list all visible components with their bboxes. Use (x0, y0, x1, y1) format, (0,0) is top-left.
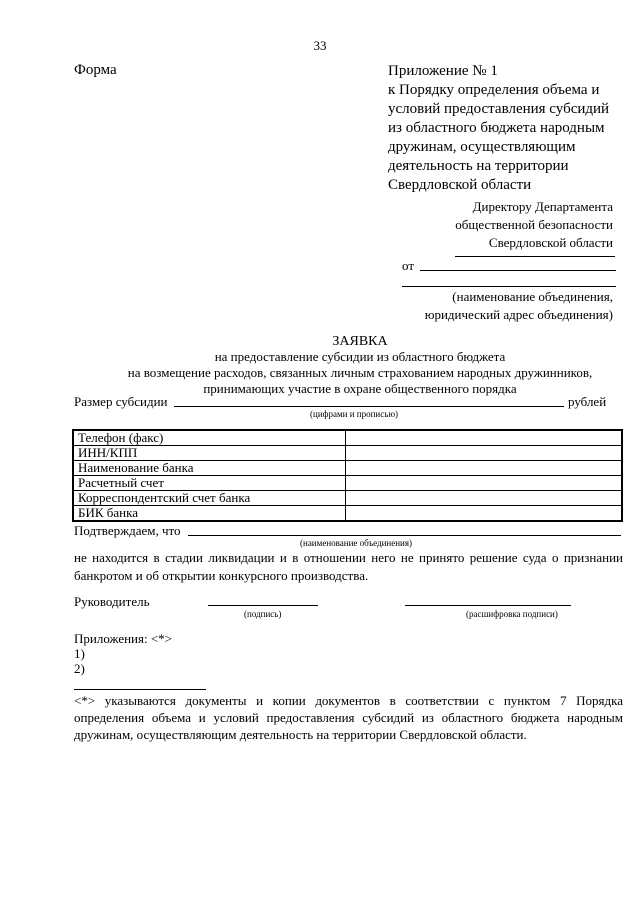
row-value[interactable] (346, 476, 623, 491)
addressee-line: общественной безопасности (455, 217, 613, 232)
addressee-block (455, 198, 613, 252)
subtitle-line: принимающих участие в охране общественного порядка (203, 381, 517, 396)
signature-line[interactable] (208, 605, 318, 606)
subtitle-line: на возмещение расходов, связанных личным страхованием народных дружинников, (127, 365, 593, 380)
attachments-block (74, 631, 172, 676)
requisites-table (72, 429, 623, 522)
appendix-line: дружинам, осуществляющим (388, 139, 576, 155)
page-number: 33 (313, 38, 327, 53)
table-row (73, 430, 622, 446)
addressee-line: Директору Департамента (472, 199, 613, 214)
org-blank-line[interactable] (402, 286, 616, 287)
row-value[interactable] (346, 506, 623, 522)
row-label: Наименование банка (73, 461, 346, 476)
from-blank-line[interactable] (420, 270, 616, 271)
subsidy-caption: (цифрами и прописью) (310, 409, 399, 419)
table-row (73, 461, 622, 476)
org-caption (425, 288, 613, 324)
footnote-divider (74, 689, 206, 690)
appendix-line: Свердловской области (388, 177, 532, 193)
appendix-line: Приложение № 1 (388, 63, 498, 79)
row-value[interactable] (346, 461, 623, 476)
org-caption-line: (наименование объединения, (452, 289, 613, 304)
row-label: Расчетный счет (73, 476, 346, 491)
row-label: Телефон (факс) (73, 430, 346, 446)
decode-caption: (расшифровка подписи) (466, 609, 558, 619)
attachment-item: 1) (74, 646, 85, 661)
row-label: Корреспондентский счет банка (73, 491, 346, 506)
table-row (73, 446, 622, 461)
subtitle-line: на предоставление субсидии из областного бюджета (214, 349, 506, 364)
row-label: ИНН/КПП (73, 446, 346, 461)
sign-caption: (подпись) (244, 609, 282, 619)
confirm-label: Подтверждаем, что (74, 523, 181, 538)
appendix-line: к Порядку определения объема и (388, 82, 600, 98)
addressee-blank-line[interactable] (455, 256, 615, 257)
appendix-block (388, 62, 609, 195)
org-caption-line: юридический адрес объединения) (424, 307, 613, 322)
subsidy-label: Размер субсидии (74, 394, 168, 409)
footnote-text: <*> указываются документы и копии документов в соответствии с пунктом 7 Порядка определения объема и условий предоставления субсидий из областного бюджета народным дружинам, осуществляющим деятельность на территории Свердловской области. (74, 693, 623, 742)
form-label: Форма (74, 62, 117, 78)
table-row (73, 491, 622, 506)
row-value[interactable] (346, 491, 623, 506)
confirm-blank-line[interactable] (188, 535, 621, 536)
appendix-line: деятельность на территории (388, 158, 569, 174)
signature-decode-line[interactable] (405, 605, 571, 606)
subsidy-unit: рублей (568, 394, 607, 409)
row-value[interactable] (346, 430, 623, 446)
attachments-label: Приложения: <*> (74, 631, 173, 646)
signature-label: Руководитель (74, 594, 150, 609)
row-label: БИК банка (73, 506, 346, 522)
application-subtitle (40, 349, 640, 397)
confirm-caption: (наименование объединения) (300, 538, 412, 548)
attachment-item: 2) (74, 661, 85, 676)
from-label: от (402, 258, 415, 273)
subsidy-amount-line[interactable] (174, 406, 564, 407)
table-row (73, 506, 622, 522)
appendix-line: из областного бюджета народным (388, 120, 605, 136)
appendix-line: условий предоставления субсидий (388, 101, 610, 117)
row-value[interactable] (346, 446, 623, 461)
application-title: ЗАЯВКА (332, 334, 388, 349)
table-row (73, 476, 622, 491)
addressee-line: Свердловской области (488, 235, 613, 250)
confirm-text: не находится в стадии ликвидации и в отношении него не принято решение суда о признании банкротом и об открытии конкурсного производства. (74, 550, 623, 583)
